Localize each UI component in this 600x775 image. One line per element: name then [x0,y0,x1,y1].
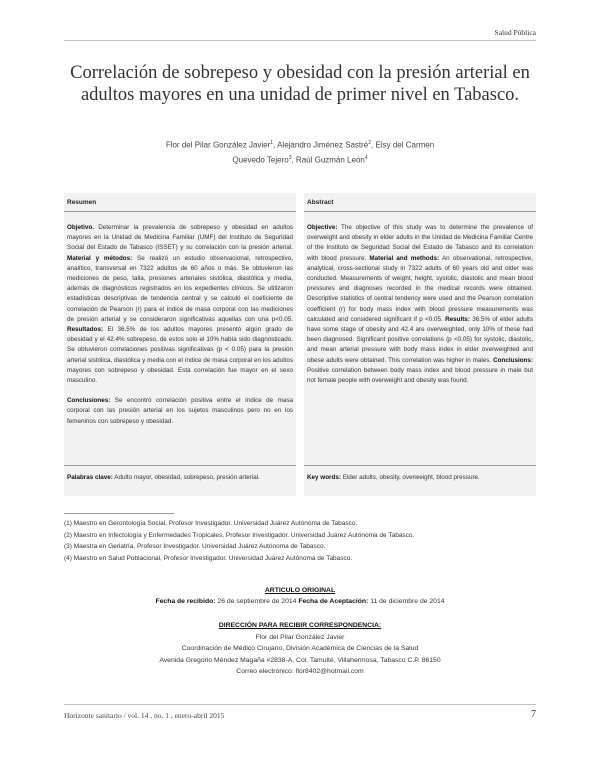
affiliation-item: (3) Maestra en Geriatría, Profesor Investigador. Universidad Juárez Autónoma de Tabasco. [64,543,326,551]
author-separator: , [273,140,278,150]
resumen-heading: Resumen [67,199,97,206]
author-affiliation-marker: 2 [368,140,372,146]
article-type: ARTICULO ORIGINAL [264,587,336,594]
section-label: Objetivo. [67,224,94,231]
author-name: Elsy del Carmen Quevedo Tejero [232,140,435,165]
article-dates [100,597,500,608]
abstract-heading: Abstract [307,199,334,206]
section-label: Material y métodos: [67,254,133,262]
abstract-paragraph [67,396,293,427]
received-date: 26 de septiembre de 2014 [215,597,299,605]
author-name: Raúl Guzmán León [295,155,365,165]
resumen-heading-divider [64,211,296,212]
abstract-heading-divider [304,211,536,212]
abstract-keywords [307,473,533,483]
correspondence-address: Avenida Gregorio Méndez Magaña #2838-A, Col. Tamulté, Villahermosa, Tabasco C.P. 86150 [159,656,441,664]
author-affiliation-marker: 4 [364,154,368,161]
author-separator: , [291,155,296,165]
abstract-keywords-divider [304,465,536,466]
paragraph-text: El 36.5% de los adultos mayores presentó algún grado de obesidad y el 42.4% sobrepeso, de estos solo el 10% había sido diagnosticado. Se obtuvieron correlaciones positivas significativas (p < 0.05) para la presión arterial sistólica, diastólica y media con el índice de masa corporal en los adultos mayores con sobrepeso y obesidad. Esta correlación fue mayor en el sexo masculino. [67,326,293,385]
abstract-paragraph [307,223,533,386]
abstract-keywords-label: Key words: [307,474,341,481]
section-label: Conclusiones: [67,397,111,405]
received-label: Fecha de recibido: [155,597,216,605]
author-affiliation-marker: 1 [270,140,274,146]
section-label: Conclusions: [493,356,533,364]
resumen-body [67,223,293,427]
journal-section-label: Salud Pública [494,28,536,37]
resumen-keywords-divider [64,465,296,466]
abstract-box [304,193,536,496]
section-label: Results: [445,315,470,323]
abstract-body [307,223,533,386]
author-affiliation-marker: 3 [288,154,292,161]
section-label: Resultados: [67,326,104,334]
section-label: Material and methods: [369,254,440,262]
author-list [150,137,450,166]
resumen-keywords-label: Palabras clave: [67,474,113,481]
affiliation-item: (2) Maestro en Infectología y Enfermedades Tropicales, Profesor Investigador. Universidad Juárez Autónoma de Tabasco. [64,531,415,539]
correspondence-name: Flor del Pilar González Javier [255,633,345,641]
header-divider [64,40,536,41]
paragraph-text: An observational, retrospective, analytical, cross-sectional study in 7322 adults of 60 years old and older was conducted. Measurements of weight, height, systolic, diastolic and mean blood pressures and diagnoses recorded in the medical records were obtained. Descriptive statistics of central tendency were used and the Pearson correlation coefficient (r) for body mass index with blood pressure measurements was calculated and considered significant if p <0.05. [307,254,534,323]
affiliation-item: (1) Maestro en Gerontología Social, Profesor Investigador. Universidad Juárez Autónoma de Tabasco. [64,520,358,527]
author-name: Alejandro Jiménez Sastré [277,140,369,150]
article-title: Correlación de sobrepeso y obesidad con la presión arterial en adultos mayores en una unidad de primer nivel en Tabasco. [70,63,530,105]
article-info [100,586,500,607]
abstract-paragraph [67,223,293,386]
paragraph-text: Determinar la prevalencia de sobrepeso y obesidad en adultos mayores en la Unidad de Medicina Familiar (UMF) del Instituto de Seguridad Social del Estado de Tabasco (ISSET) y su correlación con la presión arterial. [67,224,293,252]
correspondence-email: Correo electrónico: flor8402@hotmail.com [236,668,364,676]
resumen-keywords [67,473,293,483]
author-separator: , [371,140,376,150]
affiliation-item: (4) Maestro en Salud Poblacional, Profesor Investigador. Universidad Juárez Autónoma de Tabasco. [64,554,353,562]
footer-journal-citation: Horizonte sanitario / vol. 14 , no. 1 , enero-abril 2015 [64,711,225,720]
resumen-keywords-text: Adulto mayor, obesidad, sobrepeso, presión arterial. [112,474,260,481]
affiliation-list [64,518,544,564]
resumen-box [64,193,296,496]
paragraph-text: 36.5% of elder adults have some stage of obesity and 42.4 are overweighted, only 10% of these had been diagnosed. Significant positive correlations (p <0.05) for systolic, diastolic, and mean arterial pressure with body mass index in elder overweighted and obese adults were obtained. This correlation was higher in males. [307,315,533,364]
paragraph-text: Positive correlation between body mass index and blood pressure in male but not female people with overweight and obesity was found. [307,366,533,385]
correspondence-block [100,620,500,678]
section-label: Objective: [307,224,338,231]
footer-divider [64,704,536,705]
correspondence-heading: DIRECCIÓN PARA RECIBIR CORRESPONDENCIA: [218,622,382,629]
author-name: Flor del Pilar González Javier [165,140,271,150]
affiliations-divider [64,513,174,514]
accepted-date: 11 de diciembre de 2014 [368,597,445,605]
paragraph-text: The objective of this study was to determine the prevalence of overweight and obesity in elder adults in the Unidad de Medicina Familiar Centre of the Instituto de Seguridad Social del Estado de Tabasco and its correlation with blood pressure. [307,224,533,262]
paragraph-text: Se realizó un estudio observacional, retrospectivo, analítico, transversal en 7322 adultos de 60 años o más. Se obtuvieron las mediciones de peso, talla, presiones arteriales sistólica, diastólica y media, además de diagnósticos registrados en los expedientes clínicos. Se utilizaron estadísticas descriptivas de tendencia central y se calculó el coeficiente de correlación de Pearson (r) para el índice de masa corporal con las mediciones de presión arterial y se consideraron significativas aquellas con una p<0.05. [67,254,293,323]
abstract-keywords-text: Elder adults, obesity, overweight, blood pressure. [340,474,480,481]
correspondence-department: Coordinación de Médico Cirujano, División Académica de Ciencias de la Salud [181,645,419,653]
accepted-label: Fecha de Aceptación: [298,597,369,605]
paragraph-text: Se encontró correlación positiva entre el índice de masa corporal con las presión arterial en los sujetos masculinos pero no en los femeninos con sobrepeso y obesidad. [67,397,293,425]
page-number: 7 [531,709,536,720]
